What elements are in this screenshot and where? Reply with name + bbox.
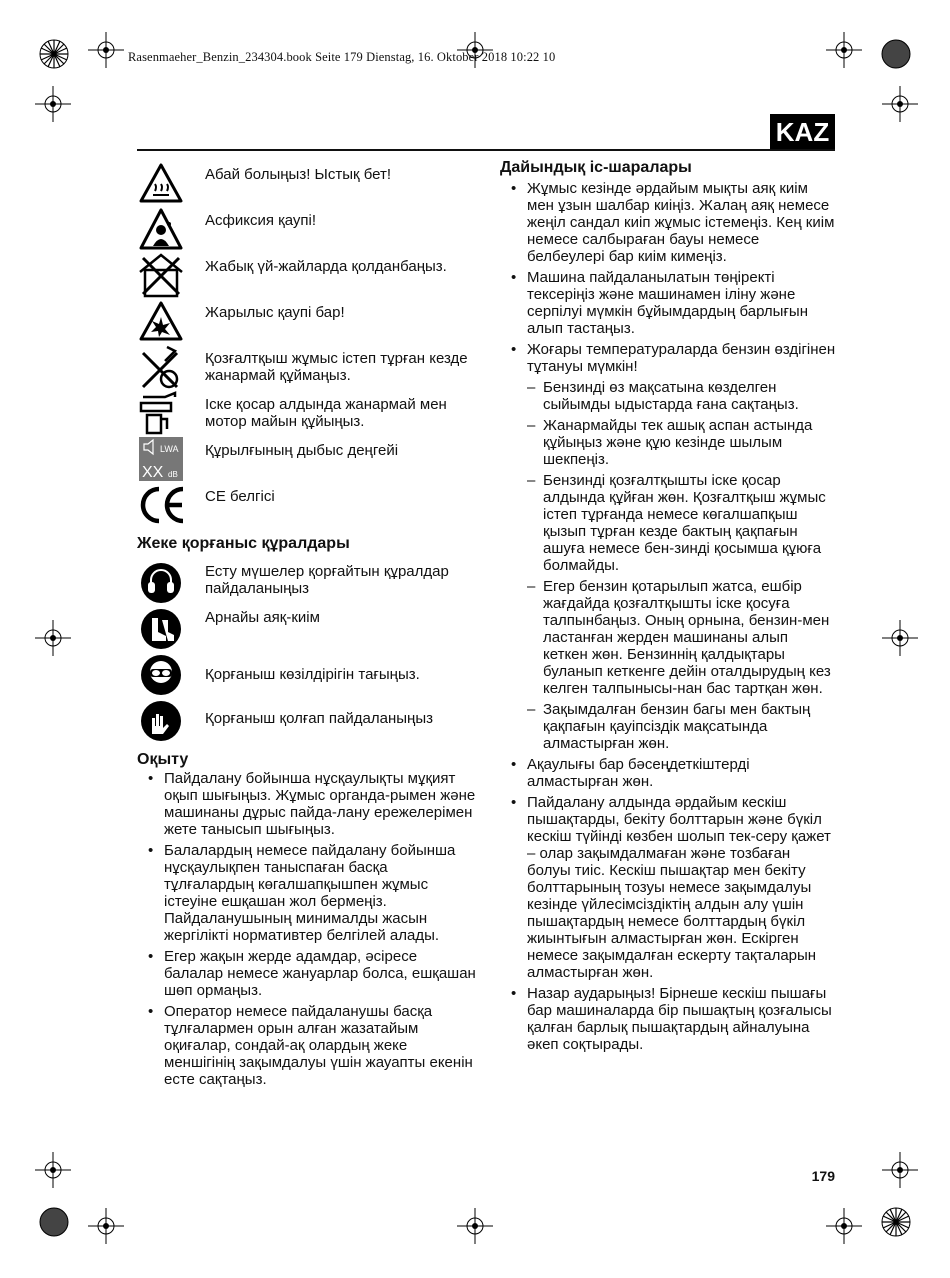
sub-list-item: – Егер бензин қотарылып жатса, ешбір жағдайда қозғалтқышты іске қосуға талпынбаңыз. Оның орнына, бензин-мен ластанған жерден машинаны алып кеткен жөн. Бензиннің қалдықтары буланып кеткенге дейін оталдырудың кез келген талпынысы-нан бас тартқан жөн.: [500, 578, 836, 697]
symbol-row: [137, 160, 477, 206]
symbol-row: [137, 344, 477, 390]
ppe-label: Есту мүшелер қорғайтын құралдар пайдаланыңыз: [205, 563, 449, 597]
list-item: • Егер жақын жерде адамдар, әсіресе балалар немесе жануарлар болса, ешқашан шөп ормаңыз.: [137, 948, 477, 999]
registration-mark-icon: [34, 34, 74, 74]
crosshair-mark-icon: [826, 1208, 862, 1244]
list-item: • Назар аударыңыз! Бірнеше кескіш пышағы бар машиналарда бір пышақтың қозғалысы қалған барлық пышақтардың айналуына әкеп соқтырады.: [500, 985, 836, 1053]
symbol-label: Жабық үй-жайларда қолданбаңыз.: [205, 258, 447, 275]
language-tab: KAZ: [770, 114, 835, 150]
list-item: • Пайдалану бойынша нұсқаулықты мұқият оқып шығыңыз. Жұмыс органда-рымен және машинаны дұрыс пайда-лану ережелерімен жете танысып шығыңыз.: [137, 770, 477, 838]
left-column: [137, 160, 477, 1092]
crosshair-mark-icon: [882, 1152, 918, 1188]
page-number: 179: [811, 1168, 835, 1184]
explosion-icon: [137, 298, 185, 344]
symbol-label: Абай болыңыз! Ыстық бет!: [205, 166, 392, 183]
list-item: • Балалардың немесе пайдалану бойынша нұсқаулықпен таныспаған басқа тұлғалардың көгалшапқышпен жұмыс істеуіне ешқашан жол бермеңіз. Пайдаланушының минималды жасын жергілікті нормативтер белгілей алады.: [137, 842, 477, 944]
training-heading: Оқыту: [137, 751, 189, 768]
no-refuel-running-icon: [137, 344, 185, 390]
registration-mark-icon: [34, 1202, 74, 1242]
right-column: [500, 158, 836, 1057]
symbol-row: [137, 206, 477, 252]
crosshair-mark-icon: [88, 32, 124, 68]
no-indoor-use-icon: [137, 252, 185, 298]
preparation-list: [500, 180, 836, 375]
sound-icon-unit: dB: [168, 470, 178, 479]
list-item-text: Жоғары температураларда бензин өздігінен тұтануы мүмкін!: [527, 341, 836, 375]
crosshair-mark-icon: [882, 620, 918, 656]
symbol-row: [137, 390, 477, 436]
symbol-label: Құрылғының дыбыс деңгейі: [205, 442, 399, 459]
crosshair-mark-icon: [882, 86, 918, 122]
header-rule: [137, 149, 835, 151]
sub-list-item: – Бензинді қозғалтқышты іске қосар алдында құйған жөн. Қозғалтқыш жұмыс істеп тұрғанда немесе көгалшапқыш қызып тұрған кезде бактың қақпағын ашуға немесе бен-зинді қосымша құюға болмайды.: [500, 472, 836, 574]
ce-mark-icon: [137, 482, 185, 528]
asphyxiation-icon: [137, 206, 185, 252]
safety-boots-icon: [137, 606, 185, 652]
list-item: • Оператор немесе пайдаланушы басқа тұлғалармен орын алған жазатайым оқиғалар, сондай-ақ олардың жеке меншігінің зақымдалуы үшін жауапты екенін есте сақтаңыз.: [137, 1003, 477, 1088]
fuel-sublist: [500, 379, 836, 752]
symbol-label: CE белгісі: [205, 488, 275, 505]
symbol-row: [137, 482, 477, 528]
safety-goggles-icon: [137, 652, 185, 698]
list-item: • Машина пайдаланылатын төңіректі тексеріңіз және машинамен іліну және серпілуі мүмкін бұйымдардың барлығын алып тастаңыз.: [500, 269, 836, 337]
crosshair-mark-icon: [35, 86, 71, 122]
print-header: Rasenmaeher_Benzin_234304.book Seite 179 Dienstag, 16. Oktober 2018 10:22 10: [128, 50, 556, 64]
sub-list-item: – Зақымдалған бензин багы мен бактың қақпағын қауіпсіздік мақсатында алмастырған жөн.: [500, 701, 836, 752]
ppe-heading: Жеке қорғаныс құралдары: [137, 535, 350, 552]
ppe-label: Қорғаныш қолғап пайдаланыңыз: [205, 710, 433, 727]
symbol-row: [137, 436, 477, 482]
registration-mark-icon: [876, 34, 916, 74]
list-item: • Пайдалану алдында әрдайым кескіш пышақтарды, бекіту болттарын және бүкіл кескіш түйінді көзбен шолып тек-серу қажет – олар зақымдалмаған және тозбаған болуы тиіс. Кескіш пышақтар мен бекіту болттарының тозуы немесе зақымдалуы кезінде үйлесімсіздіктің алдын алу үшін пышақтардың немесе болттардың бүкіл жиынтығын алмастырған жөн. Ескірген немесе зақымдалған ескерту тақталарын алмастырған жөн.: [500, 794, 836, 981]
crosshair-mark-icon: [457, 1208, 493, 1244]
training-list: [137, 770, 477, 1088]
ppe-row: [137, 698, 477, 744]
ear-protection-icon: [137, 560, 185, 606]
ppe-row: [137, 560, 477, 606]
fuel-oil-icon: [137, 390, 185, 436]
list-item: [500, 341, 836, 375]
crosshair-mark-icon: [88, 1208, 124, 1244]
ppe-row: [137, 652, 477, 698]
symbol-row: [137, 252, 477, 298]
symbol-label: Жарылыс қаупі бар!: [205, 304, 345, 321]
registration-mark-icon: [876, 1202, 916, 1242]
sound-level-icon: [137, 436, 185, 482]
hot-surface-icon: [137, 160, 185, 206]
sound-icon-value: XX: [142, 464, 164, 481]
sound-icon-label: LWA: [160, 444, 179, 454]
ppe-label: Қорғаныш көзілдірігін тағыңыз.: [205, 666, 420, 683]
list-item: • Ақаулығы бар бәсеңдеткіштерді алмастырған жөн.: [500, 756, 836, 790]
symbol-label: Іске қосар алдында жанармай мен мотор майын құйыңыз.: [205, 396, 447, 430]
ppe-label: Арнайы аяқ-киім: [205, 609, 320, 626]
crosshair-mark-icon: [35, 1152, 71, 1188]
ppe-row: [137, 606, 477, 652]
safety-gloves-icon: [137, 698, 185, 744]
symbol-label: Қозғалтқыш жұмыс істеп тұрған кезде жанармай құймаңыз.: [205, 350, 468, 384]
symbol-label: Асфиксия қаупі!: [205, 212, 316, 229]
preparation-heading: Дайындық іс-шаралары: [500, 159, 692, 176]
sub-list-item: – Бензинді өз мақсатына көзделген сыйымды ыдыстарда ғана сақтаңыз.: [500, 379, 836, 413]
list-item: • Жұмыс кезінде әрдайым мықты аяқ киім мен ұзын шалбар киіңіз. Жалаң аяқ немесе жеңіл сандал киіп жұмыс істемеңіз. Кең киім немесе салбыраған бауы немесе белбеулері бар киім кимеңіз.: [500, 180, 836, 265]
preparation-list-continued: [500, 756, 836, 1053]
symbol-row: [137, 298, 477, 344]
sub-list-item: – Жанармайды тек ашық аспан астында құйыңыз және құю кезінде шылым шекпеңіз.: [500, 417, 836, 468]
crosshair-mark-icon: [826, 32, 862, 68]
crosshair-mark-icon: [35, 620, 71, 656]
